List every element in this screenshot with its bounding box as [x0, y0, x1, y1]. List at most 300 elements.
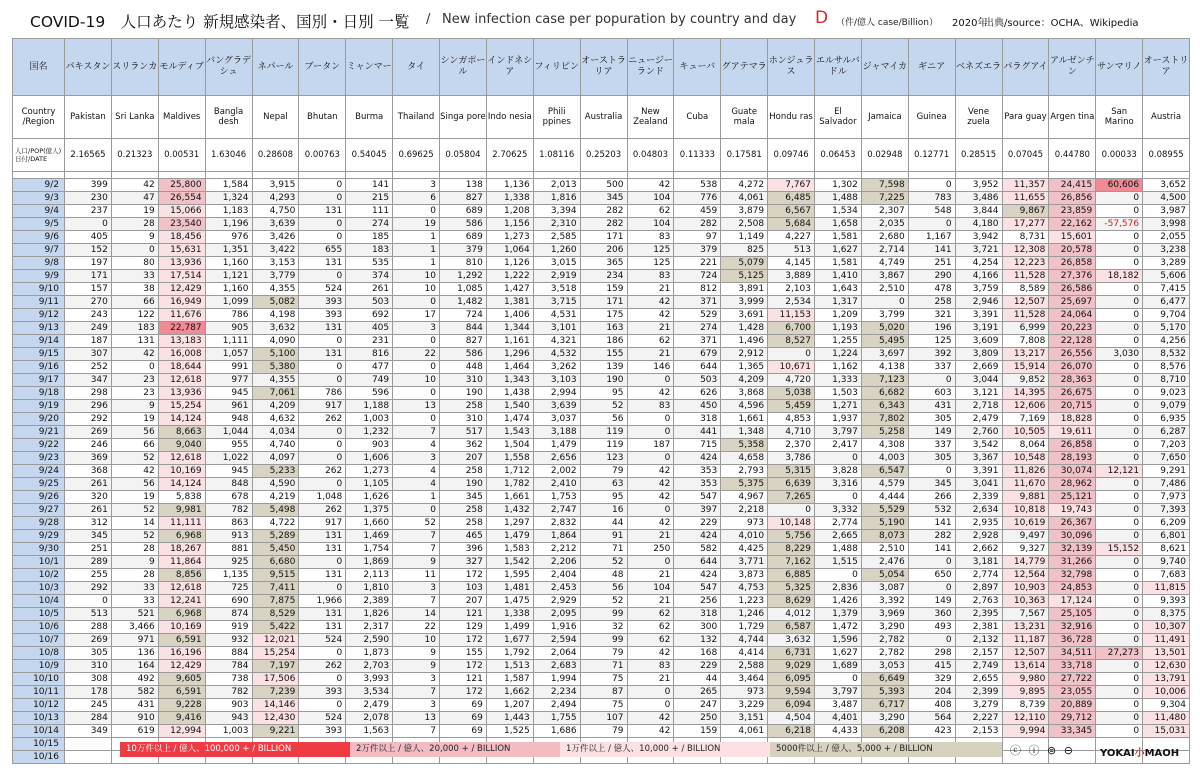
value-cell: 1,937	[815, 413, 862, 426]
value-cell: 5,315	[768, 465, 815, 478]
value-cell: 1,297	[486, 517, 533, 530]
value-cell: 2,714	[861, 244, 908, 257]
value-cell: 71	[580, 660, 627, 673]
country-population: 0.21323	[111, 139, 158, 172]
value-cell: 6,209	[1143, 517, 1190, 530]
value-cell: 1,255	[815, 335, 862, 348]
country-name-en: Austria	[1143, 96, 1190, 139]
value-cell: 19,743	[1049, 504, 1096, 517]
value-cell: 7,265	[768, 491, 815, 504]
value-cell: 500	[580, 179, 627, 192]
value-cell: 1,160	[205, 283, 252, 296]
gap-cell	[13, 172, 65, 179]
value-cell: 10	[393, 270, 440, 283]
value-cell: 28	[111, 543, 158, 556]
value-cell: 0	[1096, 712, 1143, 725]
value-cell: 1,581	[815, 231, 862, 244]
value-cell: 0	[1096, 569, 1143, 582]
gap-cell	[486, 172, 533, 179]
value-cell: 0	[299, 478, 346, 491]
value-cell: 69	[440, 725, 487, 738]
value-cell: 207	[440, 452, 487, 465]
value-cell: 3	[393, 179, 440, 192]
value-cell: 251	[908, 257, 955, 270]
value-cell: 2,453	[533, 582, 580, 595]
value-cell: 4,097	[252, 452, 299, 465]
value-cell: 4,010	[721, 530, 768, 543]
value-cell: 245	[65, 699, 112, 712]
value-cell: 3,721	[955, 244, 1002, 257]
value-cell: 282	[580, 205, 627, 218]
value-cell: 131	[299, 543, 346, 556]
value-cell: 1,149	[721, 231, 768, 244]
value-cell: 3,987	[1143, 205, 1190, 218]
value-cell: 1,596	[815, 634, 862, 647]
country-name-en: Singa pore	[440, 96, 487, 139]
gap-cell	[955, 172, 1002, 179]
value-cell: 42	[627, 387, 674, 400]
value-cell: 1,222	[486, 270, 533, 283]
value-cell: 62	[627, 634, 674, 647]
value-cell: 365	[580, 257, 627, 270]
value-cell: 2,494	[533, 699, 580, 712]
value-cell: 1,296	[486, 348, 533, 361]
value-cell: 3,290	[861, 621, 908, 634]
value-cell: 23,540	[158, 218, 205, 231]
value-cell: 56	[580, 413, 627, 426]
value-cell: 1,196	[205, 218, 252, 231]
value-cell: 12,429	[158, 660, 205, 673]
country-population: 0.02948	[861, 139, 908, 172]
date-cell: 9/3	[13, 192, 65, 205]
value-cell: 524	[299, 283, 346, 296]
country-name-en: Cuba	[674, 96, 721, 139]
value-cell: 0	[299, 582, 346, 595]
value-cell: 1,162	[815, 361, 862, 374]
value-cell: 3,394	[533, 205, 580, 218]
value-cell: 308	[65, 673, 112, 686]
country-population: 0.05804	[440, 139, 487, 172]
value-cell: 903	[205, 699, 252, 712]
value-cell: 42	[111, 179, 158, 192]
value-cell: 0	[627, 452, 674, 465]
value-cell: 3,044	[955, 374, 1002, 387]
value-cell: 52	[393, 517, 440, 530]
value-cell: 6,731	[768, 647, 815, 660]
value-cell: 1,658	[815, 218, 862, 231]
value-cell: 2,153	[955, 725, 1002, 738]
value-cell: 274	[346, 218, 393, 231]
value-cell: 345	[580, 192, 627, 205]
value-cell: 538	[674, 179, 721, 192]
table-row	[13, 400, 1190, 413]
value-cell: 2,782	[861, 634, 908, 647]
value-cell: 0	[1096, 296, 1143, 309]
value-cell: 252	[65, 361, 112, 374]
value-cell: 4,198	[252, 309, 299, 322]
value-cell: 186	[580, 335, 627, 348]
value-cell: 33,345	[1049, 725, 1096, 738]
value-cell: 22,128	[1049, 335, 1096, 348]
value-cell: 4,504	[768, 712, 815, 725]
value-cell: 547	[674, 491, 721, 504]
value-cell: 9,497	[1002, 530, 1049, 543]
value-cell: 247	[674, 699, 721, 712]
value-cell: 12,618	[158, 582, 205, 595]
value-cell: 1,432	[486, 504, 533, 517]
value-cell: 249	[65, 322, 112, 335]
value-cell: 1,224	[815, 348, 862, 361]
value-cell: 2,510	[861, 543, 908, 556]
value-cell: 42	[627, 712, 674, 725]
value-cell: 5,375	[721, 478, 768, 491]
title-bar	[0, 0, 1200, 42]
value-cell: 6,477	[1143, 296, 1190, 309]
value-cell: 3,779	[252, 270, 299, 283]
value-cell: 1,351	[205, 244, 252, 257]
value-cell: 21	[627, 348, 674, 361]
legend-10k: 1万件以上 / 億人、10,000 + / BILLION	[560, 742, 772, 757]
value-cell: 79	[580, 465, 627, 478]
value-cell: 75	[580, 699, 627, 712]
value-cell: 393	[299, 686, 346, 699]
country-name-en: Bhutan	[299, 96, 346, 139]
value-cell: 3,771	[721, 556, 768, 569]
value-cell: 2,655	[955, 673, 1002, 686]
value-cell: 0	[627, 699, 674, 712]
value-cell: 26,556	[1049, 348, 1096, 361]
value-cell: 10,006	[1143, 686, 1190, 699]
value-cell: 300	[674, 621, 721, 634]
value-cell: 1,064	[486, 244, 533, 257]
value-cell: 2,919	[533, 270, 580, 283]
value-cell: 298	[65, 387, 112, 400]
value-cell: 119	[580, 426, 627, 439]
date-cell: 9/4	[13, 205, 65, 218]
country-name-jp: パキスタン	[65, 39, 112, 96]
value-cell: 1,111	[205, 335, 252, 348]
country-name-jp: モルディブ	[158, 39, 205, 96]
gap-cell	[252, 172, 299, 179]
value-cell: 7,650	[1143, 452, 1190, 465]
value-cell: 1,474	[486, 413, 533, 426]
value-cell: 69	[440, 699, 487, 712]
value-cell: 371	[674, 335, 721, 348]
value-cell: 52	[111, 530, 158, 543]
value-cell: 234	[580, 270, 627, 283]
value-cell: 1,271	[815, 400, 862, 413]
value-cell: 2,476	[861, 556, 908, 569]
value-cell: 0	[299, 647, 346, 660]
value-cell: 0	[393, 504, 440, 517]
title-english: New infection case per popuration by country and day	[442, 12, 797, 27]
value-cell: 7,239	[252, 686, 299, 699]
value-cell: 374	[346, 270, 393, 283]
value-cell: 11,826	[1002, 465, 1049, 478]
value-cell: 1,627	[815, 244, 862, 257]
value-cell: 1	[393, 231, 440, 244]
value-cell: 2,510	[861, 283, 908, 296]
value-cell: 548	[908, 205, 955, 218]
value-cell: 9,515	[252, 569, 299, 582]
value-cell: 172	[440, 660, 487, 673]
country-population: 0.09746	[768, 139, 815, 172]
value-cell: 14	[393, 608, 440, 621]
value-cell: 0	[299, 699, 346, 712]
value-cell: 513	[65, 608, 112, 621]
value-cell: 943	[205, 712, 252, 725]
value-cell: 17,506	[252, 673, 299, 686]
value-cell: 190	[580, 374, 627, 387]
country-population: 0.06453	[815, 139, 862, 172]
value-cell: 3,466	[111, 621, 158, 634]
value-cell: 15,152	[1096, 543, 1143, 556]
value-cell: 689	[440, 205, 487, 218]
value-cell: 321	[908, 309, 955, 322]
value-cell: 405	[65, 231, 112, 244]
value-cell: 1,660	[346, 517, 393, 530]
value-cell: 1,662	[486, 686, 533, 699]
date-cell: 10/2	[13, 569, 65, 582]
value-cell: 973	[721, 517, 768, 530]
value-cell: 310	[440, 374, 487, 387]
value-cell: 21	[627, 595, 674, 608]
value-cell: 0	[768, 504, 815, 517]
value-cell: 12,507	[1002, 296, 1049, 309]
value-cell: 9,740	[1143, 556, 1190, 569]
value-cell: 1,826	[346, 608, 393, 621]
corner-en: Country /Region	[13, 96, 65, 139]
value-cell: 3,952	[955, 179, 1002, 192]
value-cell: 42	[627, 491, 674, 504]
value-cell: 11,111	[158, 517, 205, 530]
title-letter: D	[815, 8, 829, 28]
value-cell: 6	[393, 192, 440, 205]
value-cell: 874	[205, 608, 252, 621]
value-cell: 2,132	[955, 634, 1002, 647]
value-cell: 11,491	[1143, 634, 1190, 647]
value-cell: 1,729	[721, 621, 768, 634]
value-cell: 431	[908, 400, 955, 413]
value-cell: 28	[111, 218, 158, 231]
date-cell: 10/9	[13, 660, 65, 673]
value-cell: 9,994	[1002, 725, 1049, 738]
value-cell: 678	[205, 491, 252, 504]
value-cell: 141	[908, 244, 955, 257]
value-cell: 3,759	[955, 283, 1002, 296]
date-cell: 9/13	[13, 322, 65, 335]
country-name-jp: ニュージーランド	[627, 39, 674, 96]
title-year: 2020年	[952, 18, 988, 29]
value-cell: 12,606	[1002, 400, 1049, 413]
value-cell	[65, 738, 112, 751]
value-cell: 4,090	[252, 335, 299, 348]
value-cell: 0	[1096, 426, 1143, 439]
value-cell: 415	[908, 660, 955, 673]
value-cell: 0	[1096, 387, 1143, 400]
country-name-jp: ホンジュラス	[768, 39, 815, 96]
value-cell: 172	[440, 634, 487, 647]
value-cell: 1,167	[908, 231, 955, 244]
value-cell: 15,601	[1049, 231, 1096, 244]
value-cell: 477	[346, 361, 393, 374]
value-cell: 1,333	[815, 374, 862, 387]
value-cell: 3,652	[1143, 179, 1190, 192]
date-cell: 10/1	[13, 556, 65, 569]
value-cell: 2,935	[955, 517, 1002, 530]
table-row	[13, 634, 1190, 647]
value-cell: 1,343	[486, 374, 533, 387]
value-cell: 4,753	[721, 582, 768, 595]
value-cell: 392	[908, 348, 955, 361]
value-cell: 1,135	[205, 569, 252, 582]
gap-cell	[533, 172, 580, 179]
country-name-jp: エルサルバドル	[815, 39, 862, 96]
value-cell: 1,581	[815, 257, 862, 270]
value-cell: 9	[393, 660, 440, 673]
value-cell: 6,343	[861, 400, 908, 413]
gap-cell	[299, 172, 346, 179]
value-cell: 26,367	[1049, 517, 1096, 530]
value-cell: 20,223	[1049, 322, 1096, 335]
value-cell: 3,391	[955, 465, 1002, 478]
value-cell: 183	[111, 322, 158, 335]
value-cell: 1,048	[299, 491, 346, 504]
value-cell: 0	[65, 218, 112, 231]
country-name-jp: サンマリノ	[1096, 39, 1143, 96]
value-cell: 524	[299, 634, 346, 647]
value-cell: 1,540	[486, 400, 533, 413]
value-cell: 0	[393, 296, 440, 309]
value-cell: 971	[111, 634, 158, 647]
value-cell: 18,456	[158, 231, 205, 244]
value-cell: 12,429	[158, 283, 205, 296]
table-row	[13, 218, 1190, 231]
value-cell: 408	[908, 699, 955, 712]
value-cell: 2,662	[955, 543, 1002, 556]
gap-cell	[627, 172, 674, 179]
value-cell: 3,868	[721, 387, 768, 400]
value-cell: 6,587	[768, 621, 815, 634]
value-cell: 626	[674, 387, 721, 400]
value-cell: 8,629	[768, 595, 815, 608]
value-cell: 0	[299, 673, 346, 686]
value-cell: 1,344	[486, 322, 533, 335]
value-cell: 844	[440, 322, 487, 335]
value-cell: 0	[299, 179, 346, 192]
value-cell: 7,411	[252, 582, 299, 595]
value-cell: 4,532	[533, 348, 580, 361]
value-cell: 83	[627, 400, 674, 413]
value-cell: 104	[627, 192, 674, 205]
date-cell: 9/18	[13, 387, 65, 400]
value-cell: 1,338	[486, 608, 533, 621]
value-cell: 4,180	[955, 218, 1002, 231]
value-cell: 18,828	[1049, 413, 1096, 426]
value-cell: 397	[674, 504, 721, 517]
country-name-jp: オーストラリア	[580, 39, 627, 96]
value-cell: 7,197	[252, 660, 299, 673]
table-row	[13, 478, 1190, 491]
value-cell: 2,317	[346, 621, 393, 634]
value-cell: 0	[1096, 582, 1143, 595]
value-cell: 9,594	[768, 686, 815, 699]
value-cell: 431	[111, 699, 158, 712]
value-cell: 12,507	[1002, 647, 1049, 660]
value-cell: 0	[1096, 699, 1143, 712]
value-cell: 27,273	[1096, 647, 1143, 660]
value-cell: 23,859	[1049, 205, 1096, 218]
value-cell: 0	[1096, 491, 1143, 504]
country-name-en: Guinea	[908, 96, 955, 139]
date-cell: 9/11	[13, 296, 65, 309]
value-cell: 11,670	[1002, 478, 1049, 491]
value-cell: 10,363	[1002, 595, 1049, 608]
value-cell: 6,717	[861, 699, 908, 712]
value-cell: 586	[440, 348, 487, 361]
value-cell: 32	[580, 621, 627, 634]
value-cell: 122	[111, 309, 158, 322]
value-cell: 1,482	[440, 296, 487, 309]
table-row	[13, 322, 1190, 335]
value-cell: 3,828	[815, 465, 862, 478]
value-cell: 83	[627, 270, 674, 283]
date-cell: 9/9	[13, 270, 65, 283]
value-cell: 4,749	[861, 257, 908, 270]
value-cell: 3,879	[721, 205, 768, 218]
value-cell: 6,968	[158, 608, 205, 621]
date-cell: 10/13	[13, 712, 65, 725]
value-cell: 5,054	[861, 569, 908, 582]
value-cell: 258	[440, 517, 487, 530]
value-cell: 1,161	[486, 335, 533, 348]
value-cell: 42	[111, 348, 158, 361]
value-cell: 1,428	[721, 322, 768, 335]
date-cell: 10/15	[13, 738, 65, 751]
value-cell: 353	[674, 478, 721, 491]
value-cell: 3	[393, 452, 440, 465]
table-row	[13, 673, 1190, 686]
value-cell: 1,057	[205, 348, 252, 361]
value-cell: 1,003	[346, 413, 393, 426]
value-cell: 2,404	[533, 569, 580, 582]
value-cell: 0	[299, 452, 346, 465]
value-cell: 932	[205, 634, 252, 647]
gap-cell	[205, 172, 252, 179]
value-cell: 917	[299, 517, 346, 530]
value-cell: 17	[393, 309, 440, 322]
date-cell: 10/10	[13, 673, 65, 686]
value-cell: 1,869	[346, 556, 393, 569]
value-cell: 973	[721, 686, 768, 699]
gap-cell	[111, 172, 158, 179]
value-cell: 1,595	[486, 569, 533, 582]
value-cell: 8,064	[1002, 439, 1049, 452]
value-cell: 206	[580, 244, 627, 257]
value-cell: 1,587	[486, 673, 533, 686]
value-cell: 71	[580, 543, 627, 556]
value-cell: 586	[440, 218, 487, 231]
value-cell: 56	[111, 478, 158, 491]
value-cell: 2,395	[955, 608, 1002, 621]
value-cell: 917	[299, 400, 346, 413]
value-cell: 1,686	[533, 725, 580, 738]
value-cell: 121	[440, 673, 487, 686]
value-cell: 1	[393, 257, 440, 270]
value-cell: 4,003	[861, 452, 908, 465]
value-cell: 5,020	[861, 322, 908, 335]
date-cell: 9/26	[13, 491, 65, 504]
